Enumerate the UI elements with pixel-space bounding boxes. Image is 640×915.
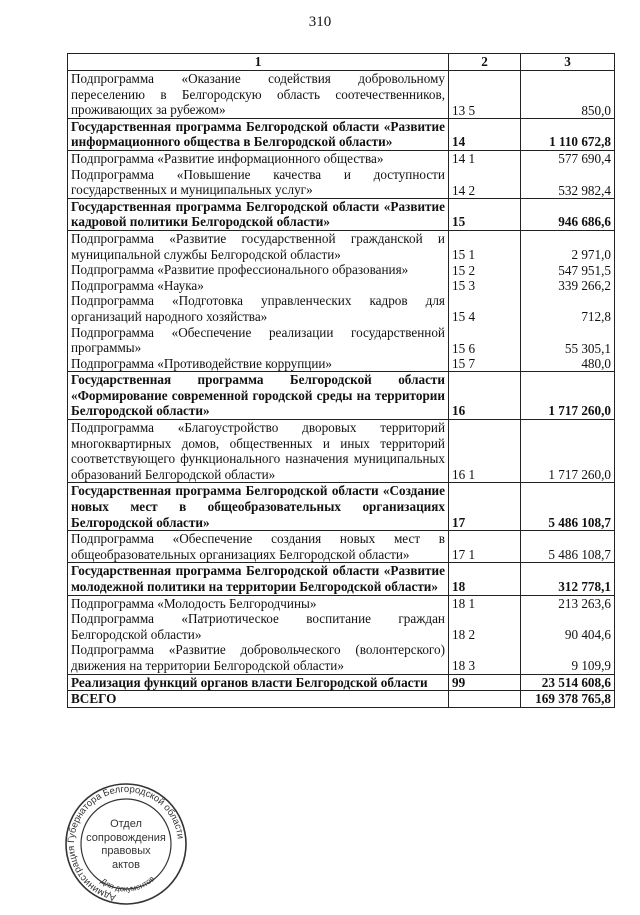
program-name-cell <box>68 230 449 371</box>
amount-cell <box>521 674 615 691</box>
cell-line: Подпрограмма «Наука» <box>71 277 204 293</box>
header-col-2: 2 <box>449 54 521 71</box>
subprogram-row <box>68 595 615 674</box>
cell-line: 169 378 765,8 <box>535 691 611 707</box>
cell-line: Государственная программа Белгородской области «Развитие кадровой политики Белгородской области» <box>71 198 445 230</box>
program-name-cell <box>68 420 449 483</box>
stamp-center-text <box>84 818 168 872</box>
cell-line: 23 514 608,6 <box>541 674 611 690</box>
program-name-cell <box>68 150 449 198</box>
cell-line: 9 109,9 <box>571 658 611 674</box>
amount-cell <box>521 483 615 531</box>
cell-line: 17 <box>452 514 466 530</box>
cell-line: 18 1 <box>452 596 476 612</box>
cell-line: 480,0 <box>581 356 611 372</box>
cell-line: 18 2 <box>452 627 476 643</box>
subprogram-row <box>68 531 615 563</box>
cell-line: 1 110 672,8 <box>549 134 611 150</box>
cell-line: 15 2 <box>452 262 476 278</box>
table-header-row <box>68 54 615 71</box>
code-cell <box>449 198 521 230</box>
cell-line: 18 3 <box>452 658 476 674</box>
code-cell <box>449 150 521 198</box>
cell-line: 15 6 <box>452 340 476 356</box>
subprogram-row <box>68 150 615 198</box>
program-name-cell <box>68 563 449 595</box>
table-body <box>68 71 615 708</box>
cell-line: 15 1 <box>452 247 476 263</box>
cell-line: Подпрограмма «Обеспечение реализации государственной программы» <box>71 324 445 356</box>
cell-line: 16 <box>452 403 466 419</box>
cell-line: 55 305,1 <box>564 340 611 356</box>
amount-cell <box>521 198 615 230</box>
stamp-line: актов <box>112 858 140 871</box>
cell-line: 14 <box>452 134 466 150</box>
code-cell <box>449 230 521 371</box>
program-name-cell <box>68 674 449 691</box>
stamp-line: сопровождения <box>86 831 166 844</box>
cell-line: Подпрограмма «Развитие добровольческого (волонтерского) движения на территории Белгородской области» <box>71 642 445 673</box>
code-cell <box>449 372 521 420</box>
program-row <box>68 483 615 531</box>
program-name-cell <box>68 118 449 150</box>
code-cell <box>449 71 521 119</box>
cell-line: 15 3 <box>452 278 476 294</box>
header-col-3: 3 <box>521 54 615 71</box>
cell-line: 1 717 260,0 <box>548 403 611 419</box>
amount-cell <box>521 531 615 563</box>
cell-line: Реализация функций органов власти Белгородской области <box>71 674 428 690</box>
cell-line: 13 5 <box>452 102 476 118</box>
program-name-cell <box>68 483 449 531</box>
stamp-bottom-text: Для документов <box>98 874 157 894</box>
budget-table <box>67 53 615 708</box>
cell-line: 547 951,5 <box>558 262 611 278</box>
cell-line: 577 690,4 <box>558 151 611 167</box>
cell-line: 5 486 108,7 <box>548 514 611 530</box>
cell-line: 2 971,0 <box>571 247 611 263</box>
cell-line: 99 <box>452 674 466 690</box>
cell-line: 15 7 <box>452 356 476 372</box>
cell-line: Подпрограмма «Развитие профессионального образования» <box>71 262 409 278</box>
amount-cell <box>521 118 615 150</box>
amount-cell <box>521 420 615 483</box>
stamp-line: Отдел <box>110 818 142 830</box>
subprogram-row <box>68 71 615 119</box>
cell-line: 15 4 <box>452 309 476 325</box>
page-number: 310 <box>308 14 332 30</box>
code-cell <box>449 531 521 563</box>
cell-line: Подпрограмма «Молодость Белгородчины» <box>71 595 317 611</box>
program-row <box>68 118 615 150</box>
cell-line: Государственная программа Белгородской области «Развитие молодежной политики на территории Белгородской области» <box>71 563 445 594</box>
subprogram-row <box>68 420 615 483</box>
cell-line: Подпрограмма «Благоустройство дворовых территорий многоквартирных домов, общественных и иных территорий соответствующего функционального назначения муниципальных образований Белгородской области» <box>71 420 445 482</box>
cell-line: 712,8 <box>581 309 611 325</box>
amount-cell <box>521 372 615 420</box>
cell-line: 90 404,6 <box>564 627 611 643</box>
cell-line: 1 717 260,0 <box>548 467 611 483</box>
amount-cell <box>521 150 615 198</box>
program-row <box>68 563 615 595</box>
cell-line: Подпрограмма «Обеспечение создания новых мест в общеобразовательных организациях Белгородской области» <box>71 531 445 562</box>
cell-line: Подпрограмма «Патриотическое воспитание граждан Белгородской области» <box>71 611 445 642</box>
cell-line: 14 1 <box>452 151 476 167</box>
cell-line: 850,0 <box>581 102 611 118</box>
cell-line: Государственная программа Белгородской области «Создание новых мест в общеобразовательных организациях Белгородской области» <box>71 483 445 530</box>
program-name-cell <box>68 198 449 230</box>
cell-line: Подпрограмма «Развитие информационного общества» <box>71 150 384 166</box>
cell-line: 15 <box>452 214 466 230</box>
subprogram-row <box>68 230 615 371</box>
cell-line: 17 1 <box>452 547 476 563</box>
code-cell <box>449 691 521 708</box>
code-cell <box>449 595 521 674</box>
program-row <box>68 674 615 691</box>
program-row <box>68 372 615 420</box>
cell-line: 16 1 <box>452 467 476 483</box>
department-stamp <box>60 780 192 906</box>
amount-cell <box>521 230 615 371</box>
stamp-ring-text: Администрация Губернатора Белгородской области <box>66 783 186 903</box>
program-name-cell <box>68 71 449 119</box>
cell-line: Подпрограмма «Подготовка управленческих кадров для организаций народного хозяйства» <box>71 293 445 324</box>
amount-cell <box>521 71 615 119</box>
cell-line: Подпрограмма «Оказание содействия добровольному переселению в Белгородскую область соотечественников, проживающих за рубежом» <box>71 71 445 118</box>
cell-line: 18 <box>452 579 466 594</box>
cell-line: 339 266,2 <box>558 278 611 294</box>
program-name-cell <box>68 691 449 708</box>
cell-line: 14 2 <box>452 182 476 198</box>
cell-line: Подпрограмма «Повышение качества и доступности государственных и муниципальных услуг» <box>71 166 445 198</box>
cell-line: Государственная программа Белгородской области «Формирование современной городской среды на территории Белгородской области» <box>71 372 445 419</box>
amount-cell <box>521 563 615 595</box>
cell-line: 213 263,6 <box>558 596 611 612</box>
cell-line: Государственная программа Белгородской области «Развитие информационного общества в Белгородской области» <box>71 118 445 150</box>
code-cell <box>449 420 521 483</box>
total-row <box>68 691 615 708</box>
amount-cell <box>521 595 615 674</box>
cell-line: ВСЕГО <box>71 691 117 707</box>
program-name-cell <box>68 595 449 674</box>
cell-line: 946 686,6 <box>558 214 611 230</box>
program-name-cell <box>68 531 449 563</box>
cell-line: Подпрограмма «Противодействие коррупции» <box>71 355 333 371</box>
cell-line: 5 486 108,7 <box>548 547 611 563</box>
stamp-line: правовых <box>101 845 151 857</box>
cell-line: Подпрограмма «Развитие государственной гражданской и муниципальной службы Белгородской области» <box>71 230 445 262</box>
cell-line: 532 982,4 <box>558 182 611 198</box>
header-col-1: 1 <box>68 54 449 71</box>
program-name-cell <box>68 372 449 420</box>
code-cell <box>449 483 521 531</box>
code-cell <box>449 118 521 150</box>
code-cell <box>449 563 521 595</box>
cell-line: 312 778,1 <box>558 579 611 594</box>
code-cell <box>449 674 521 691</box>
amount-cell <box>521 691 615 708</box>
program-row <box>68 198 615 230</box>
